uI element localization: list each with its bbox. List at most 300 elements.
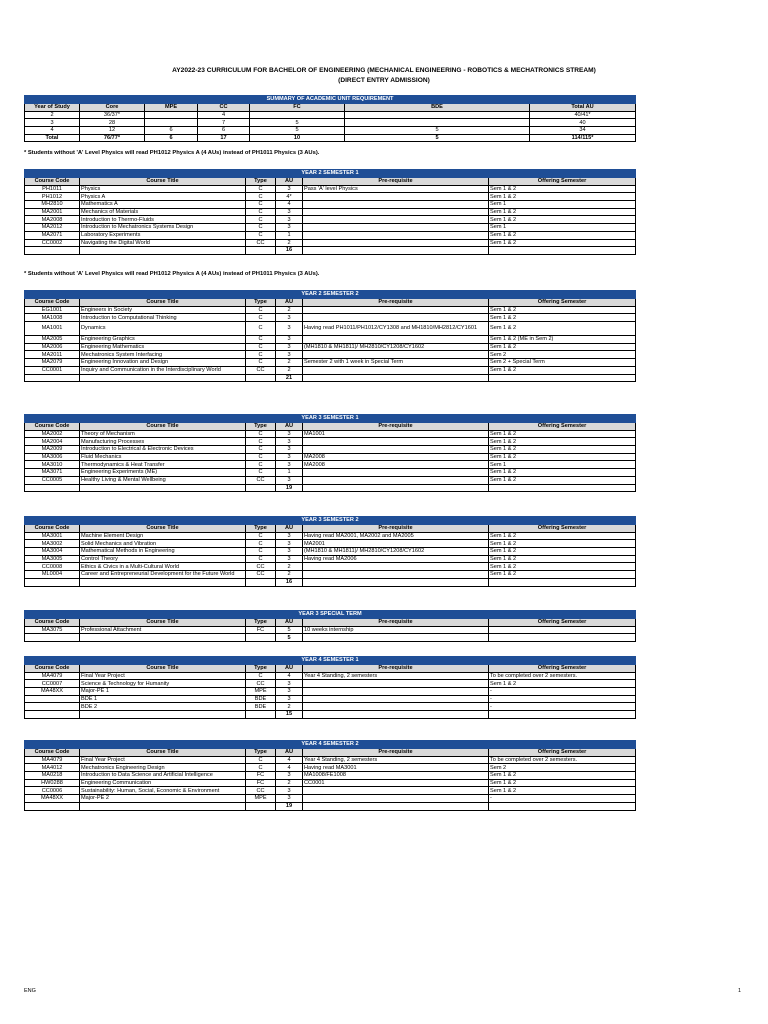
semester-header-row — [25, 178, 636, 186]
column-header: Course Code — [25, 749, 80, 757]
course-prerequisite — [303, 231, 489, 239]
offering-semester: Sem 1 & 2 — [489, 306, 636, 314]
empty-cell — [25, 578, 80, 586]
course-title: Theory of Mechanism — [80, 430, 246, 438]
course-au: 2 — [276, 571, 303, 579]
summary-cell — [345, 119, 530, 127]
course-au: 3 — [276, 680, 303, 688]
semester-table — [24, 169, 636, 255]
course-au: 3 — [276, 540, 303, 548]
summary-cell: 114/115* — [530, 134, 636, 142]
course-au: 5 — [276, 626, 303, 634]
summary-cell: 5 — [250, 119, 345, 127]
course-row — [25, 336, 636, 344]
course-type: C — [246, 540, 276, 548]
course-title: Mathematical Methods in Engineering — [80, 548, 246, 556]
course-code: MA2008 — [25, 216, 80, 224]
course-row — [25, 555, 636, 563]
empty-cell — [303, 578, 489, 586]
summary-cell: 5 — [250, 127, 345, 135]
course-title: Engineering Mathematics — [80, 343, 246, 351]
course-au: 3 — [276, 548, 303, 556]
course-row — [25, 366, 636, 374]
empty-cell — [303, 484, 489, 492]
offering-semester: Sem 2 — [489, 764, 636, 772]
course-type: C — [246, 224, 276, 232]
column-header: Pre-requisite — [303, 749, 489, 757]
column-header: AU — [276, 423, 303, 431]
course-row — [25, 314, 636, 322]
offering-semester: - — [489, 795, 636, 803]
empty-cell — [25, 247, 80, 255]
course-row — [25, 695, 636, 703]
column-header: Offering Semester — [489, 619, 636, 627]
empty-cell — [80, 578, 246, 586]
course-row — [25, 680, 636, 688]
summary-banner-row — [25, 96, 636, 104]
offering-semester: To be completed over 2 semesters. — [489, 756, 636, 764]
column-header: Pre-requisite — [303, 299, 489, 307]
summary-cell: 2 — [25, 111, 80, 119]
semester-total-au: 19 — [276, 484, 303, 492]
course-prerequisite — [303, 366, 489, 374]
column-header: AU — [276, 299, 303, 307]
empty-cell — [246, 634, 276, 642]
course-type: C — [246, 446, 276, 454]
course-code: MA4012 — [25, 764, 80, 772]
course-type: C — [246, 756, 276, 764]
summary-cell — [145, 111, 198, 119]
offering-semester: Sem 1 & 2 — [489, 548, 636, 556]
offering-semester: Sem 1 & 2 — [489, 343, 636, 351]
course-type: C — [246, 548, 276, 556]
summary-row — [25, 119, 636, 127]
semester-header-row — [25, 749, 636, 757]
course-code: PH1011 — [25, 185, 80, 193]
offering-semester: Sem 1 & 2 — [489, 322, 636, 336]
course-au: 2 — [276, 563, 303, 571]
course-type: FC — [246, 626, 276, 634]
offering-semester: Sem 2 — [489, 351, 636, 359]
course-type: C — [246, 216, 276, 224]
course-type: CC — [246, 563, 276, 571]
course-type: C — [246, 306, 276, 314]
course-type: C — [246, 208, 276, 216]
semester-total-au: 19 — [276, 802, 303, 810]
course-prerequisite: Year 4 Standing, 2 semesters — [303, 756, 489, 764]
summary-header-row — [25, 104, 636, 112]
empty-cell — [80, 802, 246, 810]
column-header: Course Code — [25, 619, 80, 627]
course-title: Introduction to Computational Thinking — [80, 314, 246, 322]
summary-cell — [345, 111, 530, 119]
course-title: Inquiry and Communication in the Interdisciplinary World — [80, 366, 246, 374]
course-prerequisite: (MH1810 & MH1811)/ MH2810/CY1208/CY1602 — [303, 343, 489, 351]
column-header: Course Title — [80, 299, 246, 307]
column-header: Offering Semester — [489, 423, 636, 431]
course-title: Machine Element Design — [80, 532, 246, 540]
course-code: MA0218 — [25, 772, 80, 780]
offering-semester: Sem 1 & 2 — [489, 680, 636, 688]
course-type: C — [246, 672, 276, 680]
course-au: 3 — [276, 208, 303, 216]
course-title: Manufacturing Processes — [80, 438, 246, 446]
semester-y3st — [24, 610, 635, 642]
curriculum-title: AY2022-23 CURRICULUM FOR BACHELOR OF ENGINEERING (MECHANICAL ENGINEERING - ROBOTICS & MECHATRONICS STREAM) — [172, 67, 596, 74]
course-type: C — [246, 430, 276, 438]
course-title: Healthy Living & Mental Wellbeing — [80, 476, 246, 484]
offering-semester: Sem 1 & 2 — [489, 193, 636, 201]
course-type: C — [246, 438, 276, 446]
course-prerequisite: Semester 2 with 1 week in Special Term — [303, 359, 489, 367]
summary-cell — [250, 111, 345, 119]
course-row — [25, 461, 636, 469]
empty-cell — [489, 484, 636, 492]
course-au: 2 — [276, 359, 303, 367]
course-type: C — [246, 461, 276, 469]
course-type: CC — [246, 571, 276, 579]
course-code: MA1008 — [25, 314, 80, 322]
column-header: AU — [276, 178, 303, 186]
course-au: 4 — [276, 764, 303, 772]
course-type: CC — [246, 787, 276, 795]
course-prerequisite — [303, 201, 489, 209]
offering-semester: Sem 1 & 2 — [489, 476, 636, 484]
semester-banner-row — [25, 291, 636, 299]
column-header: Offering Semester — [489, 178, 636, 186]
course-row — [25, 231, 636, 239]
course-prerequisite — [303, 216, 489, 224]
course-au: 1 — [276, 231, 303, 239]
course-title: Professional Attachment — [80, 626, 246, 634]
semester-banner: YEAR 3 SEMESTER 1 — [25, 415, 636, 423]
course-code — [25, 703, 80, 711]
course-code: MA2006 — [25, 343, 80, 351]
course-title: Sustainability: Human, Social, Economic & Environment — [80, 787, 246, 795]
semester-total-au: 15 — [276, 711, 303, 719]
semester-total-au: 5 — [276, 634, 303, 642]
offering-semester: Sem 1 & 2 — [489, 779, 636, 787]
column-header: Offering Semester — [489, 665, 636, 673]
course-row — [25, 548, 636, 556]
summary-cell: 6 — [145, 134, 198, 142]
course-au: 3 — [276, 555, 303, 563]
course-prerequisite — [303, 306, 489, 314]
course-type: C — [246, 322, 276, 336]
semester-banner-row — [25, 657, 636, 665]
column-header: AU — [276, 749, 303, 757]
summary-cell: 28 — [80, 119, 145, 127]
offering-semester: Sem 1 & 2 — [489, 555, 636, 563]
semester-banner-row — [25, 741, 636, 749]
course-prerequisite: MA2001 — [303, 540, 489, 548]
course-type: CC — [246, 366, 276, 374]
course-prerequisite: MA2008 — [303, 453, 489, 461]
empty-cell — [246, 711, 276, 719]
course-au: 3 — [276, 787, 303, 795]
column-header: Course Title — [80, 178, 246, 186]
course-row — [25, 764, 636, 772]
course-au: 3 — [276, 314, 303, 322]
semester-total-au: 16 — [276, 247, 303, 255]
summary-cell: 6 — [198, 127, 250, 135]
course-au: 4 — [276, 672, 303, 680]
empty-cell — [80, 374, 246, 382]
course-prerequisite — [303, 336, 489, 344]
column-header: Pre-requisite — [303, 665, 489, 673]
course-row — [25, 216, 636, 224]
empty-cell — [80, 484, 246, 492]
empty-cell — [489, 374, 636, 382]
course-type: C — [246, 336, 276, 344]
column-header: Type — [246, 423, 276, 431]
course-code: MH2810 — [25, 201, 80, 209]
course-row — [25, 239, 636, 247]
course-type: CC — [246, 680, 276, 688]
summary-cell: 76/77* — [80, 134, 145, 142]
physics-note: * Students without 'A' Level Physics will read PH1012 Physics A (4 AUs) instead of PH1011 Physics (3 AUs). — [24, 150, 320, 156]
summary-cell: 17 — [198, 134, 250, 142]
course-prerequisite: MA1008/FE1008 — [303, 772, 489, 780]
course-row — [25, 688, 636, 696]
course-prerequisite: Having read MA2001, MA2002 and MA2005 — [303, 532, 489, 540]
course-type: C — [246, 351, 276, 359]
course-prerequisite — [303, 438, 489, 446]
course-au: 3 — [276, 532, 303, 540]
semester-y4s2 — [24, 740, 635, 811]
course-title: Engineering Communication — [80, 779, 246, 787]
course-prerequisite — [303, 446, 489, 454]
column-header: AU — [276, 619, 303, 627]
course-type: C — [246, 532, 276, 540]
offering-semester: Sem 1 & 2 — [489, 772, 636, 780]
course-au: 2 — [276, 239, 303, 247]
semester-banner: YEAR 2 SEMESTER 1 — [25, 170, 636, 178]
course-row — [25, 469, 636, 477]
course-type: C — [246, 231, 276, 239]
course-prerequisite: Having read MA2006 — [303, 555, 489, 563]
empty-cell — [80, 634, 246, 642]
course-code: MA3001 — [25, 532, 80, 540]
course-title: Mathematics A — [80, 201, 246, 209]
empty-cell — [303, 374, 489, 382]
offering-semester: Sem 1 & 2 — [489, 239, 636, 247]
offering-semester — [489, 626, 636, 634]
column-header: Type — [246, 749, 276, 757]
course-prerequisite — [303, 208, 489, 216]
column-header: Type — [246, 299, 276, 307]
semester-total-row — [25, 634, 636, 642]
summary-header-cell: Year of Study — [25, 104, 80, 112]
course-type: BDE — [246, 703, 276, 711]
summary-cell: Total — [25, 134, 80, 142]
course-prerequisite: Having read PH1011/PH1012/CY1308 and MH1810/MH2812/CY1601 — [303, 322, 489, 336]
summary-cell: 4 — [25, 127, 80, 135]
course-code: MA2002 — [25, 430, 80, 438]
course-title: Introduction to Thermo-Fluids — [80, 216, 246, 224]
column-header: Type — [246, 525, 276, 533]
course-code: ML0004 — [25, 571, 80, 579]
offering-semester: Sem 1 & 2 — [489, 231, 636, 239]
curriculum-subtitle: (DIRECT ENTRY ADMISSION) — [338, 77, 430, 84]
summary-row — [25, 127, 636, 135]
course-row — [25, 772, 636, 780]
course-code: MA48XX — [25, 795, 80, 803]
offering-semester: Sem 1 & 2 (ME in Sem 2) — [489, 336, 636, 344]
semester-banner-row — [25, 170, 636, 178]
course-title: Engineering Innovation and Design — [80, 359, 246, 367]
course-code — [25, 695, 80, 703]
course-au: 3 — [276, 430, 303, 438]
course-row — [25, 359, 636, 367]
offering-semester: - — [489, 688, 636, 696]
course-code: MA3075 — [25, 626, 80, 634]
semester-banner-row — [25, 415, 636, 423]
summary-cell: 4 — [198, 111, 250, 119]
empty-cell — [246, 374, 276, 382]
course-prerequisite — [303, 193, 489, 201]
course-row — [25, 351, 636, 359]
column-header: Offering Semester — [489, 525, 636, 533]
summary-header-cell: BDE — [345, 104, 530, 112]
semester-y4s1 — [24, 656, 635, 719]
semester-table — [24, 740, 636, 811]
course-code: MA2009 — [25, 446, 80, 454]
course-type: CC — [246, 239, 276, 247]
column-header: Pre-requisite — [303, 423, 489, 431]
course-title: Fluid Mechanics — [80, 453, 246, 461]
course-title: Physics A — [80, 193, 246, 201]
empty-cell — [303, 634, 489, 642]
course-row — [25, 532, 636, 540]
course-code: MA3006 — [25, 453, 80, 461]
semester-total-row — [25, 374, 636, 382]
course-prerequisite — [303, 476, 489, 484]
course-type: CC — [246, 476, 276, 484]
course-prerequisite — [303, 469, 489, 477]
summary-cell: 40/41* — [530, 111, 636, 119]
semester-table — [24, 610, 636, 642]
course-row — [25, 563, 636, 571]
course-type: C — [246, 453, 276, 461]
semester-header-row — [25, 423, 636, 431]
empty-cell — [246, 578, 276, 586]
course-au: 3 — [276, 695, 303, 703]
empty-cell — [25, 711, 80, 719]
course-row — [25, 224, 636, 232]
course-type: C — [246, 469, 276, 477]
course-title: Final Year Project — [80, 756, 246, 764]
semester-header-row — [25, 299, 636, 307]
course-row — [25, 430, 636, 438]
empty-cell — [80, 247, 246, 255]
semester-y3s2 — [24, 516, 635, 587]
course-au: 3 — [276, 336, 303, 344]
offering-semester: Sem 1 — [489, 224, 636, 232]
semester-total-au: 21 — [276, 374, 303, 382]
course-code: MA3004 — [25, 548, 80, 556]
course-au: 3 — [276, 185, 303, 193]
course-prerequisite — [303, 571, 489, 579]
course-type: MPE — [246, 795, 276, 803]
course-type: C — [246, 764, 276, 772]
course-au: 3 — [276, 224, 303, 232]
offering-semester: Sem 1 & 2 — [489, 787, 636, 795]
course-title: Thermodynamics & Heat Transfer — [80, 461, 246, 469]
course-code: MA3010 — [25, 461, 80, 469]
offering-semester: Sem 1 & 2 — [489, 563, 636, 571]
offering-semester: Sem 1 & 2 — [489, 532, 636, 540]
course-code: MA4079 — [25, 672, 80, 680]
course-type: FC — [246, 779, 276, 787]
column-header: Course Title — [80, 619, 246, 627]
offering-semester: Sem 1 — [489, 201, 636, 209]
course-au: 3 — [276, 446, 303, 454]
empty-cell — [489, 711, 636, 719]
summary-header-cell: FC — [250, 104, 345, 112]
course-code: MA1001 — [25, 322, 80, 336]
course-row — [25, 626, 636, 634]
course-code: CC0008 — [25, 563, 80, 571]
empty-cell — [246, 484, 276, 492]
column-header: Course Title — [80, 665, 246, 673]
course-row — [25, 672, 636, 680]
course-au: 2 — [276, 306, 303, 314]
course-row — [25, 756, 636, 764]
course-title: Control Theory — [80, 555, 246, 563]
course-code: MA3005 — [25, 555, 80, 563]
course-type: C — [246, 314, 276, 322]
course-title: Major-PE 1 — [80, 688, 246, 696]
summary-cell: 5 — [345, 134, 530, 142]
semester-banner: YEAR 3 SPECIAL TERM — [25, 611, 636, 619]
course-row — [25, 438, 636, 446]
course-prerequisite: Having read MA3001 — [303, 764, 489, 772]
course-au: 3 — [276, 438, 303, 446]
course-row — [25, 306, 636, 314]
offering-semester: Sem 1 & 2 — [489, 185, 636, 193]
course-title: Mechanics of Materials — [80, 208, 246, 216]
summary-cell — [145, 119, 198, 127]
course-title: Introduction to Data Science and Artificial Intelligence — [80, 772, 246, 780]
semester-total-row — [25, 711, 636, 719]
course-row — [25, 453, 636, 461]
course-au: 3 — [276, 351, 303, 359]
column-header: Course Title — [80, 749, 246, 757]
course-title: Mechatronics Engineering Design — [80, 764, 246, 772]
offering-semester: Sem 1 — [489, 461, 636, 469]
summary-cell: 6 — [145, 127, 198, 135]
course-title: Dynamics — [80, 322, 246, 336]
semester-y3s1 — [24, 414, 635, 492]
course-title: Major-PE 2 — [80, 795, 246, 803]
semester-y2s1 — [24, 169, 635, 255]
summary-header-cell: Total AU — [530, 104, 636, 112]
course-title: Science & Technology for Humanity — [80, 680, 246, 688]
course-au: 1 — [276, 469, 303, 477]
empty-cell — [25, 802, 80, 810]
course-title: Mechatronics System Interfacing — [80, 351, 246, 359]
summary-cell: 40 — [530, 119, 636, 127]
page-number: 1 — [738, 988, 742, 994]
course-code: MA3002 — [25, 540, 80, 548]
course-au: 2 — [276, 366, 303, 374]
offering-semester: Sem 1 & 2 — [489, 540, 636, 548]
course-row — [25, 185, 636, 193]
course-au: 2 — [276, 779, 303, 787]
course-row — [25, 787, 636, 795]
semester-banner: YEAR 3 SEMESTER 2 — [25, 517, 636, 525]
